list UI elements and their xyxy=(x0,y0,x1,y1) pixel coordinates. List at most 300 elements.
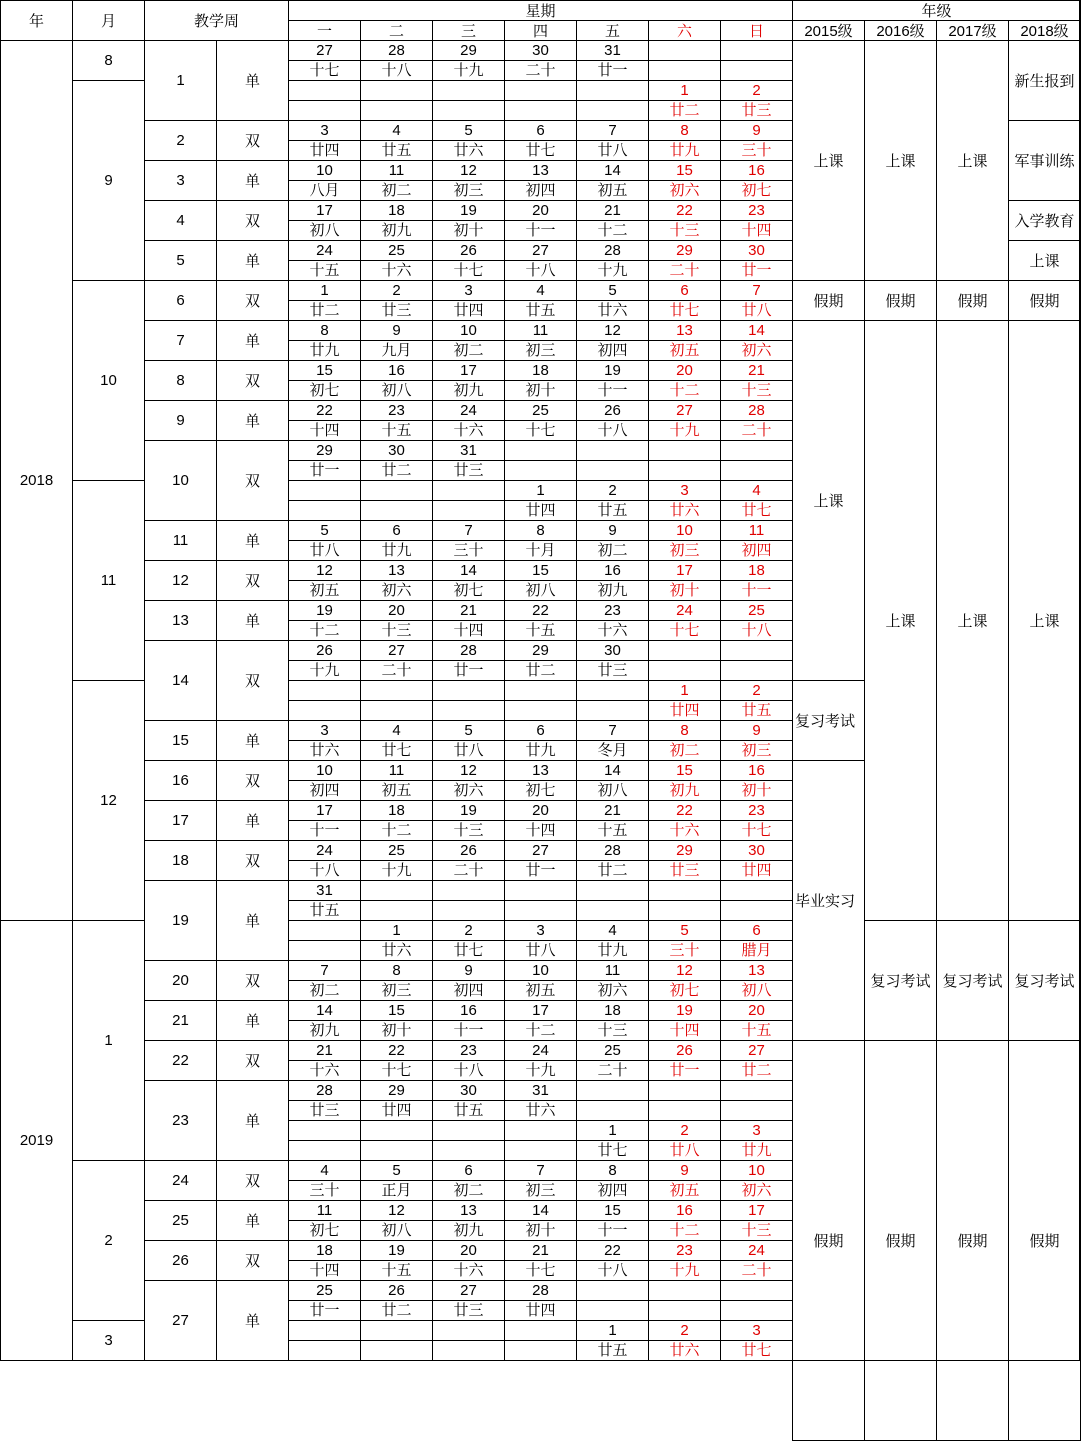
day-cell-lunar: 廿四 xyxy=(720,860,793,881)
week-parity: 双 xyxy=(216,840,289,881)
day-cell-date: 25 xyxy=(288,1280,361,1301)
day-cell-date: 1 xyxy=(360,920,433,941)
day-cell-lunar: 十六 xyxy=(288,1060,361,1081)
day-cell-lunar xyxy=(432,700,505,721)
day-cell-date: 10 xyxy=(504,960,577,981)
day-cell-lunar xyxy=(360,900,433,921)
day-cell-lunar: 廿九 xyxy=(360,540,433,561)
day-cell-date: 2 xyxy=(720,80,793,101)
day-cell-date: 5 xyxy=(288,520,361,541)
day-cell-date: 21 xyxy=(576,800,649,821)
day-cell-lunar: 初八 xyxy=(288,220,361,241)
day-cell-date: 18 xyxy=(360,800,433,821)
day-cell-lunar: 初三 xyxy=(648,540,721,561)
day-cell-lunar: 初五 xyxy=(648,340,721,361)
day-cell-lunar: 十月 xyxy=(504,540,577,561)
header-year: 年 xyxy=(0,0,73,41)
day-cell-lunar: 十四 xyxy=(432,620,505,641)
week-number: 14 xyxy=(144,640,217,721)
day-cell-date: 3 xyxy=(288,120,361,141)
day-cell-lunar: 十二 xyxy=(288,620,361,641)
month-cell: 10 xyxy=(72,280,145,481)
day-cell-date: 17 xyxy=(504,1000,577,1021)
weekday-header-1: 一 xyxy=(288,20,361,41)
day-cell-date: 11 xyxy=(360,160,433,181)
week-number: 5 xyxy=(144,240,217,281)
day-cell-date: 22 xyxy=(648,800,721,821)
day-cell-date: 3 xyxy=(432,280,505,301)
week-number: 9 xyxy=(144,400,217,441)
day-cell-lunar: 二十 xyxy=(720,420,793,441)
day-cell-date: 2 xyxy=(648,1320,721,1341)
day-cell-date: 1 xyxy=(648,80,721,101)
week-parity: 单 xyxy=(216,240,289,281)
day-cell-date: 26 xyxy=(432,240,505,261)
day-cell-date: 7 xyxy=(576,120,649,141)
day-cell-lunar xyxy=(432,1340,505,1361)
day-cell-lunar xyxy=(648,900,721,921)
day-cell-lunar: 廿四 xyxy=(360,1100,433,1121)
day-cell-date: 20 xyxy=(360,600,433,621)
day-cell-lunar: 廿九 xyxy=(504,740,577,761)
day-cell-date: 10 xyxy=(288,760,361,781)
day-cell-lunar: 二十 xyxy=(504,60,577,81)
day-cell-lunar: 廿六 xyxy=(576,300,649,321)
day-cell-lunar: 廿五 xyxy=(720,700,793,721)
day-cell-lunar xyxy=(648,1100,721,1121)
weekday-header-5: 五 xyxy=(576,20,649,41)
day-cell-date xyxy=(504,1120,577,1141)
day-cell-date: 3 xyxy=(288,720,361,741)
day-cell-lunar: 廿六 xyxy=(360,940,433,961)
day-cell-date: 4 xyxy=(360,120,433,141)
day-cell-date: 30 xyxy=(504,40,577,61)
week-number: 24 xyxy=(144,1160,217,1201)
day-cell-lunar: 初四 xyxy=(504,180,577,201)
week-parity: 单 xyxy=(216,880,289,961)
day-cell-date: 31 xyxy=(576,40,649,61)
day-cell-lunar: 十一 xyxy=(432,1020,505,1041)
day-cell-lunar xyxy=(288,700,361,721)
day-cell-date: 10 xyxy=(648,520,721,541)
day-cell-lunar: 初二 xyxy=(288,980,361,1001)
day-cell-lunar: 二十 xyxy=(576,1060,649,1081)
day-cell-lunar: 廿六 xyxy=(288,740,361,761)
grade-status-cell: 新生报到 xyxy=(1008,40,1081,121)
day-cell-lunar: 廿一 xyxy=(648,1060,721,1081)
month-cell: 1 xyxy=(72,920,145,1161)
day-cell-date: 26 xyxy=(432,840,505,861)
day-cell-lunar: 廿六 xyxy=(504,1100,577,1121)
day-cell-date: 8 xyxy=(648,120,721,141)
day-cell-date xyxy=(648,640,721,661)
day-cell-date: 1 xyxy=(576,1120,649,1141)
day-cell-lunar: 十七 xyxy=(288,60,361,81)
day-cell-date: 14 xyxy=(576,760,649,781)
day-cell-lunar: 初八 xyxy=(720,980,793,1001)
header-month: 月 xyxy=(72,0,145,41)
day-cell-date: 13 xyxy=(720,960,793,981)
day-cell-lunar xyxy=(432,1140,505,1161)
day-cell-lunar: 初二 xyxy=(648,740,721,761)
grade-status-cell: 复习考试 xyxy=(792,680,865,761)
day-cell-lunar: 初九 xyxy=(432,1220,505,1241)
week-parity: 单 xyxy=(216,1000,289,1041)
day-cell-date: 20 xyxy=(720,1000,793,1021)
day-cell-date xyxy=(360,1320,433,1341)
week-number: 27 xyxy=(144,1280,217,1361)
day-cell-lunar: 廿五 xyxy=(576,500,649,521)
day-cell-date xyxy=(432,480,505,501)
day-cell-lunar: 十二 xyxy=(648,380,721,401)
day-cell-lunar: 十九 xyxy=(504,1060,577,1081)
grade-status-cell: 上课 xyxy=(936,320,1009,921)
day-cell-lunar: 廿六 xyxy=(648,500,721,521)
day-cell-date: 9 xyxy=(576,520,649,541)
day-cell-date: 22 xyxy=(648,200,721,221)
day-cell-date: 21 xyxy=(288,1040,361,1061)
day-cell-date: 19 xyxy=(432,200,505,221)
day-cell-lunar: 二十 xyxy=(360,660,433,681)
day-cell-lunar: 初九 xyxy=(432,380,505,401)
week-parity: 单 xyxy=(216,400,289,441)
day-cell-date xyxy=(504,680,577,701)
day-cell-date: 21 xyxy=(576,200,649,221)
day-cell-date: 25 xyxy=(360,840,433,861)
day-cell-date: 3 xyxy=(648,480,721,501)
day-cell-date xyxy=(504,80,577,101)
grade-status-cell: 假期 xyxy=(792,1040,865,1441)
day-cell-lunar: 十一 xyxy=(288,820,361,841)
day-cell-lunar: 十四 xyxy=(288,1260,361,1281)
week-parity: 单 xyxy=(216,600,289,641)
day-cell-date: 9 xyxy=(360,320,433,341)
day-cell-date: 5 xyxy=(432,120,505,141)
day-cell-lunar xyxy=(720,460,793,481)
day-cell-date xyxy=(360,480,433,501)
grade-status-cell: 假期 xyxy=(936,280,1009,321)
day-cell-date: 28 xyxy=(720,400,793,421)
day-cell-lunar: 十二 xyxy=(648,1220,721,1241)
week-number: 13 xyxy=(144,600,217,641)
day-cell-date: 2 xyxy=(720,680,793,701)
day-cell-lunar: 十一 xyxy=(720,580,793,601)
day-cell-date: 11 xyxy=(360,760,433,781)
grade-header-2018级: 2018级 xyxy=(1008,20,1081,41)
day-cell-lunar: 十一 xyxy=(504,220,577,241)
day-cell-lunar: 十三 xyxy=(576,1020,649,1041)
week-parity: 双 xyxy=(216,640,289,721)
month-cell: 9 xyxy=(72,80,145,281)
day-cell-date: 9 xyxy=(648,1160,721,1181)
day-cell-lunar: 廿九 xyxy=(648,140,721,161)
day-cell-date: 28 xyxy=(576,840,649,861)
day-cell-lunar: 初二 xyxy=(432,340,505,361)
day-cell-lunar: 初五 xyxy=(648,1180,721,1201)
weekday-header-3: 三 xyxy=(432,20,505,41)
week-parity: 双 xyxy=(216,280,289,321)
day-cell-lunar: 初四 xyxy=(720,540,793,561)
day-cell-date: 26 xyxy=(288,640,361,661)
day-cell-lunar: 廿七 xyxy=(648,300,721,321)
grade-header-2016级: 2016级 xyxy=(864,20,937,41)
day-cell-date: 16 xyxy=(720,760,793,781)
day-cell-lunar: 廿一 xyxy=(720,260,793,281)
day-cell-lunar: 廿八 xyxy=(432,740,505,761)
day-cell-lunar: 初八 xyxy=(504,580,577,601)
day-cell-lunar: 廿四 xyxy=(504,1300,577,1321)
day-cell-lunar: 廿二 xyxy=(720,1060,793,1081)
week-number: 4 xyxy=(144,200,217,241)
day-cell-date: 30 xyxy=(432,1080,505,1101)
day-cell-lunar: 十三 xyxy=(360,620,433,641)
grade-status-cell: 复习考试 xyxy=(1008,920,1081,1041)
week-number: 17 xyxy=(144,800,217,841)
day-cell-lunar xyxy=(576,1300,649,1321)
day-cell-lunar: 廿三 xyxy=(576,660,649,681)
day-cell-lunar: 十五 xyxy=(360,420,433,441)
day-cell-date xyxy=(432,1120,505,1141)
day-cell-date: 29 xyxy=(504,640,577,661)
day-cell-lunar: 正月 xyxy=(360,1180,433,1201)
day-cell-lunar xyxy=(432,100,505,121)
day-cell-lunar: 十五 xyxy=(720,1020,793,1041)
day-cell-lunar xyxy=(720,660,793,681)
day-cell-lunar: 十四 xyxy=(648,1020,721,1041)
day-cell-lunar: 初六 xyxy=(648,180,721,201)
header-grade-group: 年级 xyxy=(792,0,1081,21)
day-cell-lunar: 三十 xyxy=(432,540,505,561)
day-cell-lunar xyxy=(576,1100,649,1121)
day-cell-date: 18 xyxy=(504,360,577,381)
day-cell-date: 6 xyxy=(720,920,793,941)
year-cell: 2018 xyxy=(0,40,73,921)
day-cell-lunar: 十八 xyxy=(360,60,433,81)
day-cell-lunar: 十七 xyxy=(360,1060,433,1081)
day-cell-date: 25 xyxy=(360,240,433,261)
day-cell-lunar: 十八 xyxy=(720,620,793,641)
month-cell: 3 xyxy=(72,1320,145,1361)
day-cell-lunar: 廿九 xyxy=(576,940,649,961)
day-cell-lunar: 初八 xyxy=(576,780,649,801)
day-cell-lunar: 廿一 xyxy=(576,60,649,81)
grade-status-cell: 上课 xyxy=(864,40,937,281)
day-cell-lunar: 初六 xyxy=(576,980,649,1001)
day-cell-lunar: 十五 xyxy=(360,1260,433,1281)
day-cell-lunar: 初四 xyxy=(576,340,649,361)
day-cell-date xyxy=(504,440,577,461)
day-cell-date xyxy=(576,880,649,901)
day-cell-lunar: 八月 xyxy=(288,180,361,201)
day-cell-date: 18 xyxy=(288,1240,361,1261)
day-cell-lunar: 廿八 xyxy=(648,1140,721,1161)
week-parity: 单 xyxy=(216,1080,289,1161)
day-cell-lunar: 初五 xyxy=(360,780,433,801)
day-cell-date: 28 xyxy=(576,240,649,261)
day-cell-lunar: 廿四 xyxy=(288,140,361,161)
week-number: 18 xyxy=(144,840,217,881)
day-cell-date: 9 xyxy=(720,720,793,741)
day-cell-lunar: 十二 xyxy=(360,820,433,841)
day-cell-lunar: 十九 xyxy=(288,660,361,681)
day-cell-date: 13 xyxy=(504,160,577,181)
day-cell-date: 21 xyxy=(432,600,505,621)
day-cell-date: 8 xyxy=(504,520,577,541)
day-cell-lunar: 冬月 xyxy=(576,740,649,761)
day-cell-date xyxy=(720,1280,793,1301)
day-cell-lunar: 初四 xyxy=(576,1180,649,1201)
day-cell-date xyxy=(360,80,433,101)
day-cell-lunar: 廿七 xyxy=(720,1340,793,1361)
day-cell-date: 30 xyxy=(720,840,793,861)
day-cell-lunar: 十八 xyxy=(576,1260,649,1281)
day-cell-date: 5 xyxy=(432,720,505,741)
day-cell-lunar xyxy=(504,460,577,481)
day-cell-date: 9 xyxy=(432,960,505,981)
day-cell-date xyxy=(288,480,361,501)
day-cell-date: 4 xyxy=(504,280,577,301)
day-cell-date: 15 xyxy=(288,360,361,381)
day-cell-date: 23 xyxy=(576,600,649,621)
day-cell-date xyxy=(360,1120,433,1141)
day-cell-date: 14 xyxy=(432,560,505,581)
day-cell-date: 24 xyxy=(720,1240,793,1261)
day-cell-lunar: 二十 xyxy=(432,860,505,881)
day-cell-lunar: 廿七 xyxy=(360,740,433,761)
day-cell-lunar xyxy=(720,900,793,921)
week-parity: 双 xyxy=(216,200,289,241)
day-cell-lunar: 廿一 xyxy=(288,1300,361,1321)
week-parity: 单 xyxy=(216,320,289,361)
day-cell-lunar: 十九 xyxy=(648,1260,721,1281)
day-cell-lunar: 十七 xyxy=(720,820,793,841)
day-cell-date: 30 xyxy=(720,240,793,261)
day-cell-date: 15 xyxy=(576,1200,649,1221)
day-cell-lunar: 廿三 xyxy=(360,300,433,321)
grade-status-cell: 复习考试 xyxy=(864,920,937,1041)
day-cell-lunar: 廿二 xyxy=(648,100,721,121)
day-cell-lunar xyxy=(360,500,433,521)
day-cell-date xyxy=(720,880,793,901)
day-cell-date: 4 xyxy=(288,1160,361,1181)
day-cell-lunar: 十二 xyxy=(576,220,649,241)
day-cell-date xyxy=(648,440,721,461)
day-cell-lunar: 二十 xyxy=(648,260,721,281)
day-cell-date: 10 xyxy=(720,1160,793,1181)
day-cell-date: 22 xyxy=(504,600,577,621)
day-cell-lunar: 廿四 xyxy=(648,700,721,721)
day-cell-lunar: 十四 xyxy=(504,820,577,841)
day-cell-lunar: 廿四 xyxy=(504,500,577,521)
day-cell-lunar: 初九 xyxy=(576,580,649,601)
day-cell-date: 1 xyxy=(576,1320,649,1341)
day-cell-date: 20 xyxy=(504,200,577,221)
day-cell-date: 10 xyxy=(432,320,505,341)
day-cell-date: 24 xyxy=(288,840,361,861)
day-cell-lunar: 廿八 xyxy=(288,540,361,561)
weekday-header-4: 四 xyxy=(504,20,577,41)
grade-status-cell: 上课 xyxy=(1008,240,1081,281)
day-cell-date: 26 xyxy=(360,1280,433,1301)
day-cell-lunar: 廿五 xyxy=(504,300,577,321)
day-cell-date: 5 xyxy=(360,1160,433,1181)
day-cell-date: 23 xyxy=(432,1040,505,1061)
day-cell-date: 30 xyxy=(576,640,649,661)
day-cell-date: 12 xyxy=(432,760,505,781)
day-cell-date xyxy=(288,920,361,941)
day-cell-lunar: 初七 xyxy=(648,980,721,1001)
day-cell-date: 6 xyxy=(432,1160,505,1181)
day-cell-date: 14 xyxy=(576,160,649,181)
week-number: 7 xyxy=(144,320,217,361)
day-cell-lunar: 初二 xyxy=(432,1180,505,1201)
day-cell-date xyxy=(648,40,721,61)
grade-status-cell: 假期 xyxy=(936,1040,1009,1441)
day-cell-lunar: 廿四 xyxy=(432,300,505,321)
day-cell-date: 8 xyxy=(576,1160,649,1181)
day-cell-date: 4 xyxy=(720,480,793,501)
day-cell-date xyxy=(360,880,433,901)
day-cell-date: 17 xyxy=(432,360,505,381)
day-cell-lunar: 廿六 xyxy=(648,1340,721,1361)
day-cell-lunar xyxy=(288,1140,361,1161)
day-cell-date: 11 xyxy=(720,520,793,541)
grade-header-2015级: 2015级 xyxy=(792,20,865,41)
day-cell-date: 29 xyxy=(648,840,721,861)
day-cell-lunar xyxy=(288,500,361,521)
day-cell-lunar: 初十 xyxy=(504,1220,577,1241)
day-cell-date: 24 xyxy=(504,1040,577,1061)
day-cell-date: 27 xyxy=(288,40,361,61)
day-cell-date: 19 xyxy=(648,1000,721,1021)
grade-status-cell: 假期 xyxy=(792,280,865,321)
day-cell-lunar xyxy=(288,940,361,961)
day-cell-date: 17 xyxy=(720,1200,793,1221)
week-number: 16 xyxy=(144,760,217,801)
day-cell-lunar: 廿三 xyxy=(648,860,721,881)
day-cell-lunar: 初四 xyxy=(432,980,505,1001)
day-cell-lunar: 十八 xyxy=(288,860,361,881)
month-cell: 8 xyxy=(72,40,145,81)
grade-status-cell: 入学教育 xyxy=(1008,200,1081,241)
day-cell-date: 20 xyxy=(504,800,577,821)
day-cell-date: 21 xyxy=(720,360,793,381)
day-cell-lunar xyxy=(432,500,505,521)
grade-status-cell: 上课 xyxy=(936,40,1009,281)
day-cell-date: 9 xyxy=(720,120,793,141)
week-number: 23 xyxy=(144,1080,217,1161)
day-cell-date: 31 xyxy=(288,880,361,901)
week-parity: 双 xyxy=(216,360,289,401)
day-cell-lunar: 廿一 xyxy=(504,860,577,881)
grade-status-cell: 上课 xyxy=(1008,320,1081,921)
day-cell-lunar xyxy=(576,900,649,921)
day-cell-date: 11 xyxy=(576,960,649,981)
day-cell-date: 15 xyxy=(360,1000,433,1021)
day-cell-date xyxy=(720,640,793,661)
day-cell-date: 29 xyxy=(288,440,361,461)
day-cell-lunar: 初三 xyxy=(432,180,505,201)
day-cell-date xyxy=(432,1320,505,1341)
day-cell-date: 7 xyxy=(720,280,793,301)
day-cell-date: 22 xyxy=(288,400,361,421)
day-cell-lunar: 十一 xyxy=(576,1220,649,1241)
day-cell-lunar: 腊月 xyxy=(720,940,793,961)
header-weekday-group: 星期 xyxy=(288,0,793,21)
day-cell-lunar xyxy=(648,460,721,481)
day-cell-date xyxy=(288,1120,361,1141)
day-cell-lunar: 初七 xyxy=(720,180,793,201)
